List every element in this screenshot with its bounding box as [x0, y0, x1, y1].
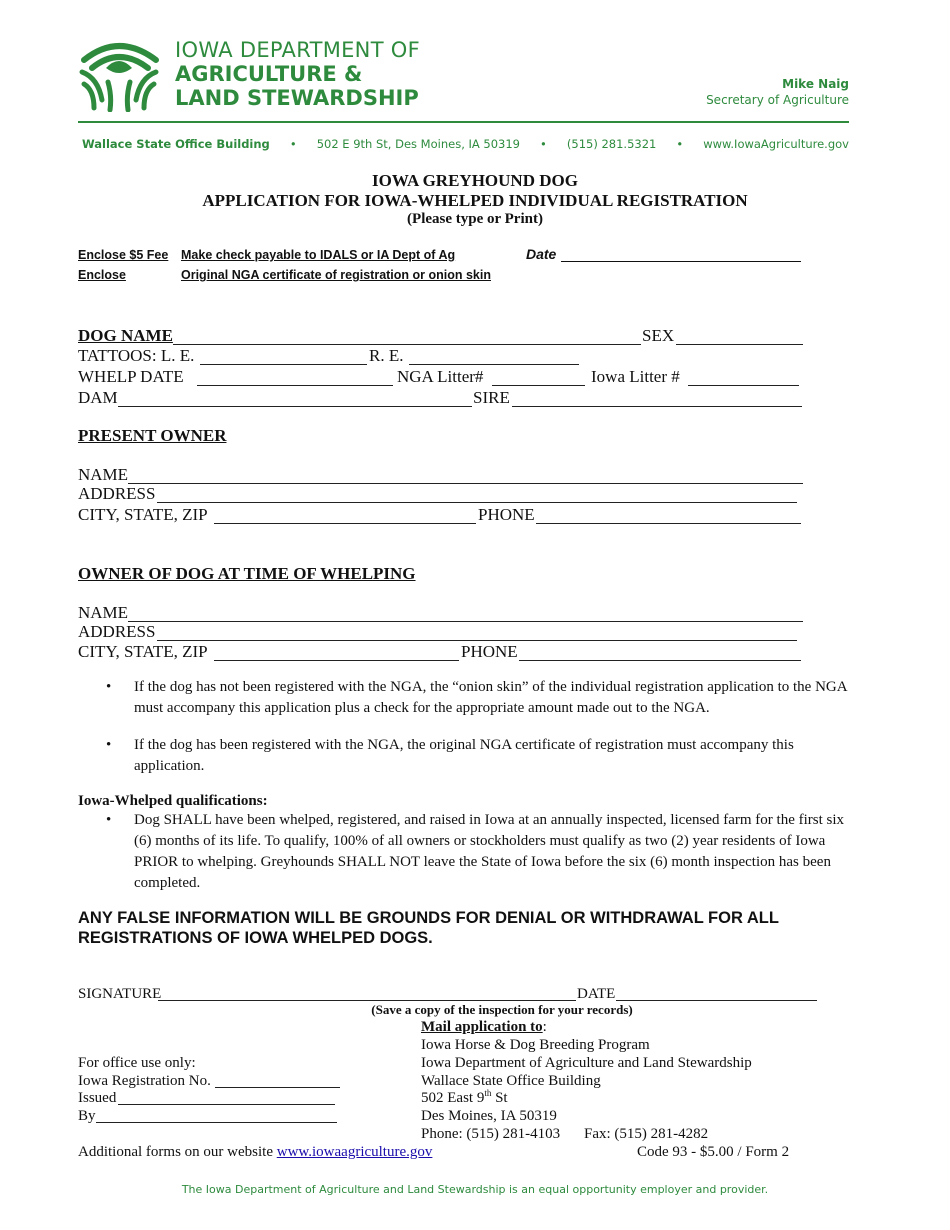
whelping-owner-heading: OWNER OF DOG AT TIME OF WHELPING	[78, 564, 416, 583]
whelping-owner-phone-field[interactable]	[519, 660, 801, 661]
mail-heading-text: Mail application to	[421, 1019, 543, 1035]
present-owner-name-label: NAME	[78, 465, 129, 484]
sex-field[interactable]	[676, 344, 803, 345]
bullet-text-onion-skin: If the dog has not been registered with the NGA, the “onion skin” of the individual registration application to the NGA must accompany this application plus a check for the appropriate amount made out to the NGA.	[134, 679, 847, 716]
whelping-owner-address-label: ADDRESS	[78, 622, 156, 641]
form-title-line3: (Please type or Print)	[407, 211, 543, 227]
whelping-owner-name-field[interactable]	[128, 621, 803, 622]
mail-line1: Iowa Horse & Dog Breeding Program	[421, 1037, 650, 1053]
dept-name-line1: IOWA DEPARTMENT OF	[175, 38, 421, 62]
building-name: Wallace State Office Building	[82, 137, 270, 151]
secretary-title: Secretary of Agriculture	[706, 93, 849, 107]
letterhead-divider	[78, 121, 849, 123]
whelping-owner-address-field[interactable]	[157, 640, 797, 641]
sex-label: SEX	[642, 326, 675, 345]
mail-line4-sup: th	[484, 1088, 492, 1098]
equal-opportunity-statement: The Iowa Department of Agriculture and Land Stewardship is an equal opportunity employer and provider.	[181, 1183, 769, 1196]
present-owner-heading: PRESENT OWNER	[78, 426, 227, 445]
separator-dot: •	[289, 137, 297, 151]
by-label: By	[78, 1108, 96, 1124]
registration-no-field[interactable]	[215, 1087, 340, 1088]
dog-name-label: DOG NAME	[78, 326, 173, 345]
date-label: Date	[526, 246, 557, 262]
qualifications-heading: Iowa-Whelped qualifications:	[78, 793, 268, 809]
sire-field[interactable]	[512, 406, 802, 407]
bullet-text-nga-certificate: If the dog has been registered with the NGA, the original NGA certificate of registration must accompany this application.	[134, 737, 794, 774]
bullet-text-qualifications: Dog SHALL have been whelped, registered, and raised in Iowa at an annually inspected, licensed farm for the first six (6) months of its life. To qualify, 100% of all owners or stockholders must qualify as two (2) year residents of Iowa PRIOR to whelping. Greyhounds SHALL NOT leave the State of Iowa before the six (6) month inspection has been completed.	[134, 812, 845, 891]
whelping-owner-city-field[interactable]	[214, 660, 459, 661]
mail-line2: Iowa Department of Agriculture and Land Stewardship	[421, 1055, 752, 1071]
additional-forms-text: Additional forms on our website	[78, 1144, 277, 1160]
mail-heading-colon: :	[542, 1019, 547, 1035]
by-field[interactable]	[96, 1122, 337, 1123]
signature-date-field[interactable]	[616, 1000, 817, 1001]
enclose-fee-label: Enclose $5 Fee	[78, 248, 169, 262]
tattoo-left-ear-field[interactable]	[200, 364, 367, 365]
nga-litter-field[interactable]	[492, 385, 585, 386]
present-owner-address-field[interactable]	[157, 502, 797, 503]
registration-no-label: Iowa Registration No.	[78, 1073, 211, 1089]
mail-fax: Fax: (515) 281-4282	[584, 1126, 709, 1142]
nga-litter-label: NGA Litter#	[397, 367, 484, 386]
tattoos-label: TATTOOS: L. E.	[78, 346, 195, 365]
mail-line4-pre: 502 East 9	[421, 1090, 485, 1106]
present-owner-city-field[interactable]	[214, 523, 476, 524]
mail-phone: Phone: (515) 281-4103	[421, 1126, 561, 1142]
mail-line5: Des Moines, IA 50319	[421, 1108, 557, 1124]
mail-line4-post: St	[491, 1090, 508, 1106]
dam-label: DAM	[78, 388, 118, 407]
tattoo-right-ear-field[interactable]	[409, 364, 579, 365]
issued-field[interactable]	[118, 1104, 335, 1105]
whelping-owner-phone-label: PHONE	[461, 642, 518, 661]
street-address: 502 E 9th St, Des Moines, IA 50319	[316, 137, 520, 151]
additional-forms	[78, 1143, 432, 1161]
dept-name-line2: AGRICULTURE &	[175, 62, 363, 86]
warning-line2: REGISTRATIONS OF IOWA WHELPED DOGS.	[78, 929, 433, 947]
signature-label: SIGNATURE	[78, 986, 162, 1002]
office-use-heading: For office use only:	[78, 1055, 196, 1071]
separator-dot: •	[676, 137, 684, 151]
present-owner-phone-label: PHONE	[478, 505, 535, 524]
whelping-owner-name-label: NAME	[78, 603, 129, 622]
separator-dot: •	[540, 137, 547, 151]
dog-name-field[interactable]	[173, 344, 641, 345]
website-footer-link[interactable]: www.iowaagriculture.gov	[276, 1144, 433, 1160]
iowa-litter-label: Iowa Litter #	[591, 367, 680, 386]
whelp-date-field[interactable]	[197, 385, 393, 386]
bullet-icon: •	[106, 679, 112, 695]
dept-name-line3: LAND STEWARDSHIP	[175, 86, 419, 110]
bullet-icon: •	[106, 737, 112, 753]
present-owner-city-label: CITY, STATE, ZIP	[78, 505, 208, 524]
iowa-litter-field[interactable]	[688, 385, 799, 386]
whelp-date-label: WHELP DATE	[78, 367, 184, 386]
department-logo-icon	[78, 34, 160, 112]
signature-field[interactable]	[158, 1000, 576, 1001]
mail-line3: Wallace State Office Building	[421, 1073, 601, 1089]
signature-date-label: DATE	[577, 986, 616, 1002]
form-code: Code 93 - $5.00 / Form 2	[637, 1144, 790, 1160]
dam-field[interactable]	[118, 406, 472, 407]
secretary-name: Mike Naig	[782, 77, 849, 91]
save-copy-note: (Save a copy of the inspection for your records)	[371, 1002, 633, 1017]
phone-number: (515) 281.5321	[566, 137, 657, 151]
mail-heading	[421, 1018, 547, 1036]
contact-bar	[82, 137, 849, 151]
enclose-fee-text: Make check payable to IDALS or IA Dept of Ag	[181, 248, 456, 262]
sire-label: SIRE	[473, 388, 510, 407]
present-owner-address-label: ADDRESS	[78, 484, 156, 503]
form-title-line1: IOWA GREYHOUND DOG	[372, 171, 578, 190]
present-owner-phone-field[interactable]	[536, 523, 801, 524]
present-owner-name-field[interactable]	[128, 483, 803, 484]
enclose-cert-text: Original NGA certificate of registration or onion skin	[181, 268, 491, 282]
enclose-cert-label: Enclose	[78, 268, 126, 282]
form-title-line2: APPLICATION FOR IOWA-WHELPED INDIVIDUAL REGISTRATION	[202, 191, 748, 210]
bullet-icon: •	[106, 812, 112, 828]
warning-line1: ANY FALSE INFORMATION WILL BE GROUNDS FOR DENIAL OR WITHDRAWAL FOR ALL	[78, 909, 779, 927]
whelping-owner-city-label: CITY, STATE, ZIP	[78, 642, 208, 661]
issued-label: Issued	[78, 1090, 117, 1106]
date-field[interactable]	[561, 261, 801, 262]
website-link[interactable]: www.IowaAgriculture.gov	[703, 137, 849, 151]
right-ear-label: R. E.	[369, 346, 404, 365]
mail-line4	[421, 1089, 508, 1107]
